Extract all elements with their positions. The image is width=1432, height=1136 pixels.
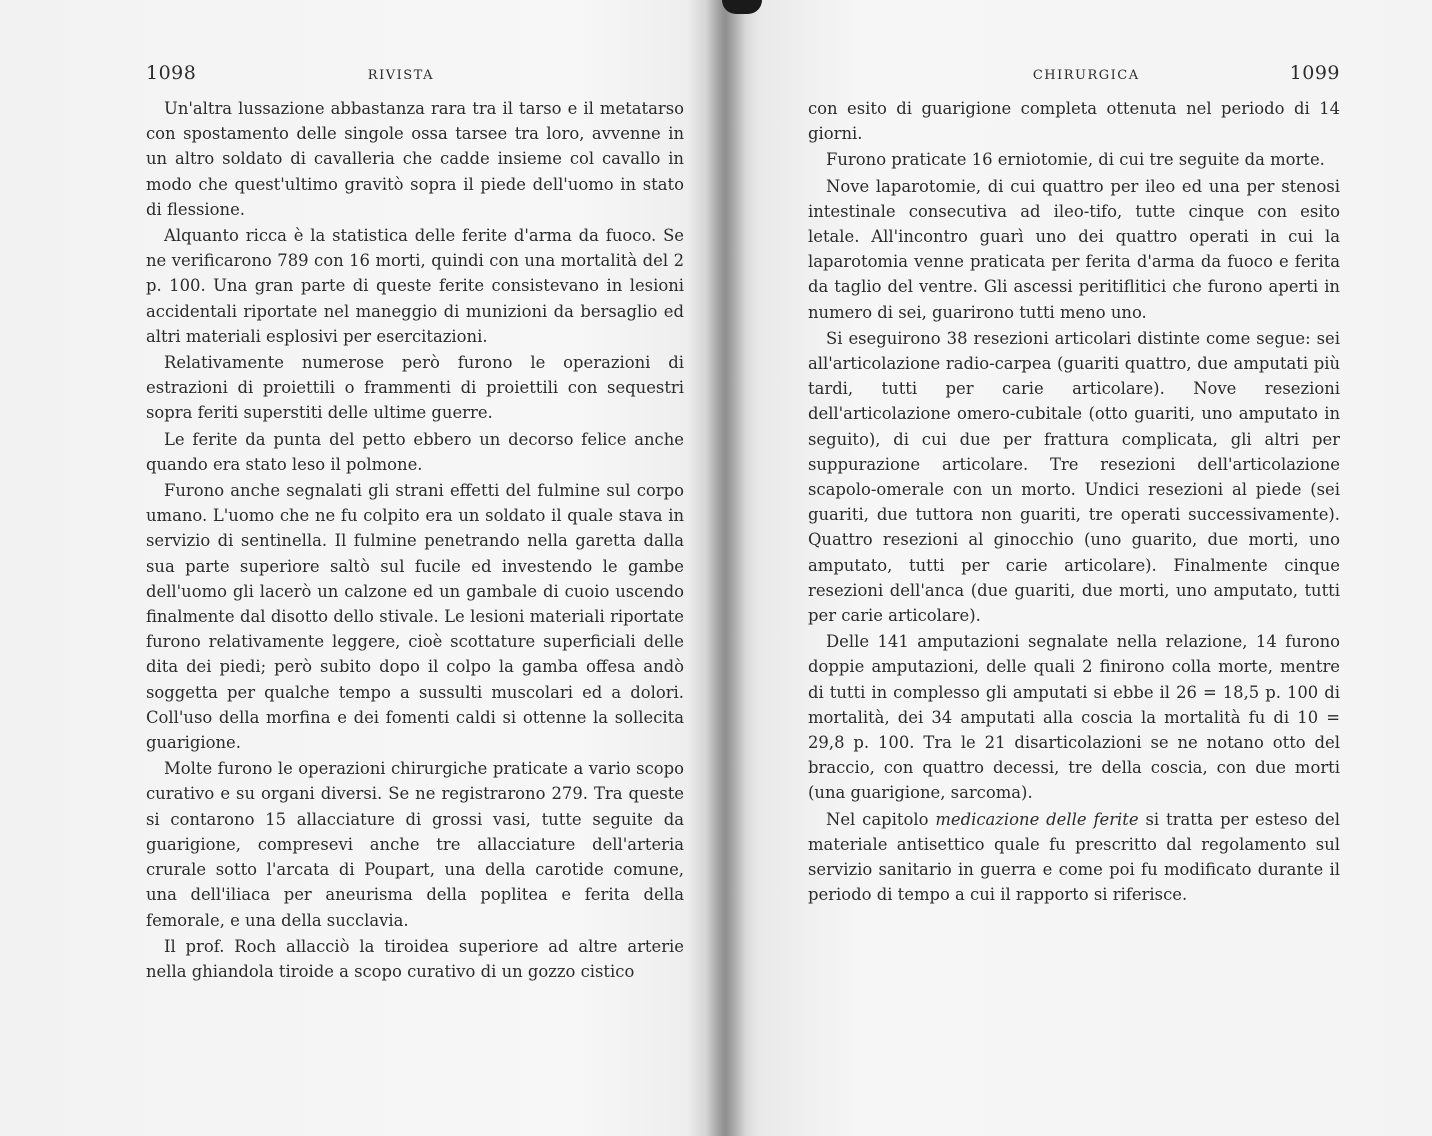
right-continuation-paragraph: con esito di guarigione completa ottenuta nel periodo di 14 giorni.	[808, 99, 1340, 144]
left-paragraph: Alquanto ricca è la statistica delle ferite d'arma da fuoco. Se ne verificarono 789 con 16 morti, quindi con una mortalità del 2 p. 100. Una gran parte di queste ferite consistevano in lesioni accidentali riportate nel maneggio di munizioni da bersaglio ed altri materiali esplosivi per esercitazioni.	[146, 226, 684, 346]
left-paragraph: Il prof. Roch allacciò la tiroidea superiore ad altre arterie nella ghiandola tiroide a scopo curativo di un gozzo cistico	[146, 936, 684, 981]
binding-shadow	[722, 0, 762, 14]
right-page	[808, 62, 1340, 909]
right-paragraph: Delle 141 amputazioni segnalate nella relazione, 14 furono doppie amputazioni, delle quali 2 finirono colla morte, mentre di tutti in complesso gli amputati si ebbe il 26 = 18,5 p. 100 di mortalità, dei 34 amputati alla coscia la mortalità fu di 10 = 29,8 p. 100. Tra le 21 disarticolazioni se ne notano otto del braccio, con quattro decessi, tre della coscia, con due morti (una guarigione, sarcoma).	[808, 632, 1340, 803]
right-page-header	[808, 62, 1340, 96]
left-paragraph: Molte furono le operazioni chirurgiche praticate a vario scopo curativo e su organi diversi. Se ne registrarono 279. Tra queste si contarono 15 allacciature di grossi vasi, tutte seguite da guarigione, compresevi anche tre allacciature dell'arteria crurale sotto l'arcata di Poupart, una della carotide comune, una dell'iliaca per aneurisma della poplitea e ferita della femorale, e una della succlavia.	[146, 759, 684, 930]
left-paragraph: Furono anche segnalati gli strani effetti del fulmine sul corpo umano. L'uomo che ne fu colpito era un soldato il quale stava in servizio di sentinella. Il fulmine penetrando nella garetta dalla sua parte superiore saltò sul fucile ed investendo le gambe dell'uomo gli lacerò un calzone ed un gambale di cuoio uscendo finalmente dal disotto dello stivale. Le lesioni materiali riportate furono relativamente leggere, cioè scottature superficiali delle dita dei piedi; però subito dopo il colpo la gamba offesa andò soggetta per qualche tempo a sussulti muscolari ed a dolori. Coll'uso della morfina e dei fomenti caldi si ottenne la sollecita guarigione.	[146, 481, 684, 753]
book-gutter	[706, 0, 746, 1136]
right-paragraph: Nove laparotomie, di cui quattro per ileo ed una per stenosi intestinale consecutiva ad ileo-tifo, tutte cinque con esito letale. All'incontro guarì uno dei quattro operati in cui la laparotomia venne praticata per ferita d'arma da fuoco e ferita da taglio del ventre. Gli ascessi peritiflitici che furono aperti in numero di sei, guarirono tutti meno uno.	[808, 176, 1340, 322]
left-paragraph: Le ferite da punta del petto ebbero un decorso felice anche quando era stato leso il polmone.	[146, 429, 684, 474]
right-paragraph: Furono praticate 16 erniotomie, di cui tre seguite da morte.	[826, 150, 1325, 170]
text-run: Nel capitolo	[826, 809, 936, 829]
italic-phrase: medicazione delle ferite	[935, 809, 1139, 829]
left-paragraph: Un'altra lussazione abbastanza rara tra il tarso e il metatarso con spostamento delle singole ossa tarsee tra loro, avvenne in un altro soldato di cavalleria che cadde insieme col cavallo in modo che quest'ultimo gravitò sopra il piede dell'uomo in stato di flessione.	[146, 99, 684, 219]
left-running-head: RIVISTA	[367, 68, 434, 83]
left-paragraph: Relativamente numerose però furono le operazioni di estrazioni di proiettili o frammenti di proiettili con sequestri sopra feriti superstiti delle ultime guerre.	[146, 353, 684, 423]
right-paragraph: Si eseguirono 38 resezioni articolari distinte come segue: sei all'articolazione radio-carpea (guariti quattro, due amputati più tardi, tutti per carie articolare). Nove resezioni dell'articolazione omero-cubitale (otto guariti, uno amputato in seguito), di cui due per frattura complicata, gli altri per suppurazione articolare. Tre resezioni dell'articolazione scapolo-omerale con un morto. Undici resezioni al piede (sei guariti, due tuttora non guariti, tre operati successivamente). Quattro resezioni al ginocchio (uno guarito, due morti, uno amputato, tutti per carie articolare). Finalmente cinque resezioni dell'anca (due guariti, due morti, uno amputato, tutti per carie articolare).	[808, 328, 1340, 626]
text-run: si tratta per esteso del materiale antisettico quale fu prescritto dal regolamento sul servizio sanitario in guerra e come poi fu modificato durante il periodo di tempo a cui il rapporto si riferisce.	[808, 809, 1340, 905]
left-page	[146, 62, 684, 985]
right-last-paragraph	[808, 807, 1340, 908]
right-page-number: 1099	[1289, 62, 1340, 84]
left-page-header	[146, 62, 684, 96]
right-running-head: CHIRURGICA	[1032, 68, 1140, 83]
left-page-number: 1098	[146, 62, 197, 84]
